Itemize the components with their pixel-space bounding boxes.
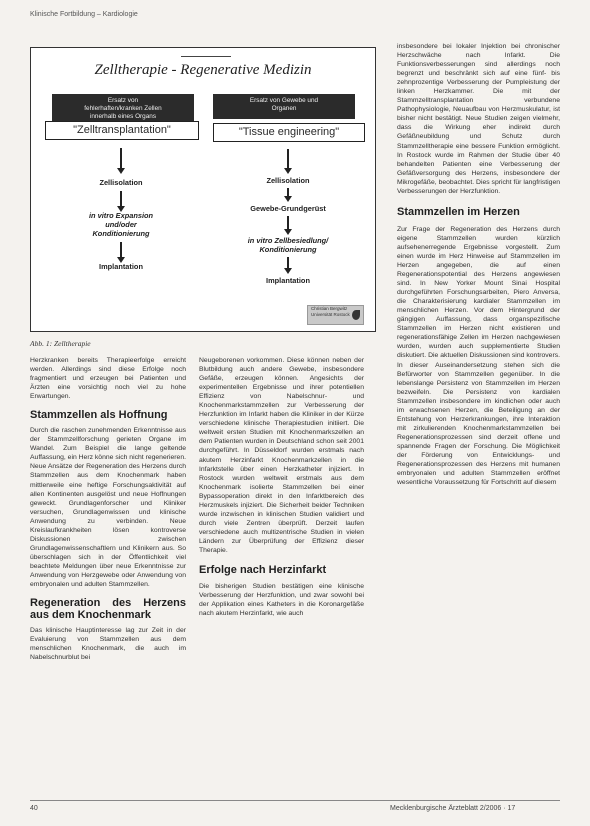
source-badge: [307, 305, 364, 325]
arrow: [120, 148, 122, 169]
paragraph: insbesondere bei lokaler Injektion bei chronischer Herzschwäche nach Infarkt. Die Funktionsverbesserungen sind allerdings noch begrenzt und beschränkt sich auf eine fünf- bis zehnprozentige Verbesserung der Pumpleistung der linken Herzkammer. Die mit der Stammzelltransplantation verbundene Pathophysiologie, Neuaufbau von Herzmuskulatur, ist bisher nicht bestätigt. Neue Studien zeigen vielmehr, dass die Wirkung eher indirekt durch Gefäßneubildung und Schutz durch Stammzelltherapie eine bessere Funktion ermöglicht. In Rostock wurde im Rahmen der Studie über 40 behandelten Patienten eine Verbesserung der Gefäßversorgung des Herzens, insbesondere der Mikrogefäße, beobachtet. Dies spricht für langfristigen Verbesserungen der Herzfunktion.: [397, 43, 560, 195]
paragraph: Die bisherigen Studien bestätigen eine klinische Verbesserung der Herzfunktion, und zwar sowohl bei der Applikation eines Katheters in die Koronargefäße nach akutem Herzinfarkt, wie auch: [199, 583, 364, 618]
paragraph: Neugeborenen vorkommen. Diese können neben der Blutbildung auch andere Gewebe, insbesondere Gefäße, erzeugen können. Angesichts der experimentellen Ergebnisse und ihrer potentiellen Effizienz von Nabelschnur- und Knochenmarkstammzellen zur Verbesserung der Herzfunktion im Infarkt haben die Kliniker in der Kürze verschiedene klinische Therapiestudien initiiert. Die weltweit ersten Studien mit Knochenmarkszellen an dem Patienten wurden in Deutschland schon seit 2001 durchgeführt. In Düsseldorf wurden erstmals nach akutem Herzinfarkt Knochenmarkzellen in die Infarktstelle über einen Herzkatheter injiziert. In Rostock wurden weltweit erstmals aus dem Knochenmark isolierte Stammzellen bei einer Bypassoperation direkt in den Infarktbereich des Herzmuskels injiziert. Die Sicherheit beider Techniken wurde inzwischen in klinischen Studien validiert und durch viele Zentren überprüft. Derzeit laufen verschiedene auch multizentrische Studien in vielen Ländern zur Überprüfung der Effizienz dieser Therapie.: [199, 357, 364, 554]
figure-zelltherapie: [30, 47, 376, 332]
arrow: [287, 257, 289, 269]
heading-regeneration: Regeneration des Herzens aus dem Knochenmark: [30, 597, 186, 622]
left-step-implantation: Implantation: [99, 262, 143, 271]
arrow: [287, 216, 289, 230]
left-step-isolation: Zellisolation: [99, 178, 143, 187]
paragraph: Das klinische Hauptinteresse lag zur Zeit in der Evaluierung von Stammzellen aus dem menschlichen Knochenmark, die auch im Nabelschnurblut bei: [30, 627, 186, 662]
heading-stammzellen-herzen: Stammzellen im Herzen: [397, 205, 520, 218]
left-method-label: "Zelltransplantation": [45, 121, 199, 140]
title-rule: [181, 56, 231, 57]
arrow: [287, 188, 289, 197]
arrow: [287, 149, 289, 169]
left-step-expansion: in vitro Expansion und/oder Konditionierung: [88, 211, 154, 238]
column-2: [199, 356, 364, 796]
column-1: [30, 356, 186, 796]
arrow: [120, 242, 122, 258]
right-step-seeding: in vitro Zellbesiedlung/ Konditionierung: [247, 236, 329, 254]
right-definition-box: Ersatz von Gewebe und Organen: [213, 94, 355, 119]
heading-stammzellen-hoffnung: Stammzellen als Hoffnung: [30, 409, 168, 422]
paragraph: Zur Frage der Regeneration des Herzens durch eigene Stammzellen wurden kürzlich aufsehenerregende Ergebnisse vorgestellt. Zum einen wurde im Herz Hinweise auf Stammzellen im Herzen angegeben, die auf einen Regenerationspotential des Herzens angewiesen sind. In New Yorker Mount Sinai Hospital durchgeführten Forschungsarbeiten, Piero Anversa, die Charakterisierung kardialer Stammzellen im menschlichen Herzen. Vor dem Hintergrund der gängigen Auffassung, dass organspezifische Stammzellen im Herzen nicht existieren und regenerationsfähige Zellen im Herzen nachgewiesen wurden, wurden auch supplementierte Studien diskutiert. Die aktuellen Diskussionen sind kontrovers. In dieser Auseinandersetzung stehen sich die Befürworter von Stammzellen gegenüber. In die lebenslange Persistenz von Stammzellen im Herzen bezweifeln. Die Persistenz von kardialen Stammzellen insbesondere im kindlichen oder auch im erwachsenen Herzen, die Beteiligung an der Entstehung von Herzerkrankungen, ihre Interaktion mit zirkulierenden Knochenmarkstammzellen bei Regenerationsprozessen sind derzeit offene und spannende Fragen der Forschung. Die Möglichkeit der Förderung von Entwicklungs- und Regenerationsprozessen des Herzens mit humanen embryonalen und adulten Stammzellen eröffnet wesentliche Voraussetzung für Fortschritt auf diesem: [397, 225, 560, 487]
arrow: [120, 191, 122, 207]
paragraph: Durch die raschen zunehmenden Erkenntnisse aus der Stammzellforschung gerieten Organe im Wandel. Zum Beispiel die lange geltende Auffassung, ein Herz könne sich nicht regenerieren. Neue Ansätze der Regeneration des Herzens durch Stammzellen aus dem Knochenmark haben mittlerweile eine heftige Forschungsaktivität auf allen Kontinenten ausgelöst und neue Hoffnungen geweckt. Grundlagenforscher und Kliniker versuchen, Grundlagenwissen und klinische Anwendung zu verbinden. Neue Kreislaufkrankheiten lösen kontroverse Diskussionen zwischen Grundlagenwissenschaftlern und Klinikern aus. So überschlagen sich in der Öffentlichkeit viel beachtete Meldungen über neue Erkenntnisse zur Anwendung von Herzgewebe oder Anwendung von embryonalen und adulten Stammzellen.: [30, 427, 186, 589]
right-step-implantation: Implantation: [266, 276, 310, 285]
right-step-scaffold: Gewebe-Grundgerüst: [250, 204, 326, 213]
right-method-label: "Tissue engineering": [213, 123, 365, 142]
figure-title: Zelltherapie - Regenerative Medizin: [94, 62, 312, 78]
paragraph: Herzkranken bereits Therapieerfolge erreicht werden. Allerdings sind diese Erfolge noch fragmentiert und erzeugen bei Patienten und Ärzten eine vorsichtig noch viel zu hohe Erwartungen.: [30, 357, 186, 401]
page-number: 40: [30, 805, 38, 812]
journal-footer: Mecklenburgische Ärzteblatt 2/2006 · 17: [390, 805, 516, 812]
right-step-isolation: Zellisolation: [266, 176, 310, 185]
footer-rule: [30, 800, 560, 801]
heading-erfolge: Erfolge nach Herzinfarkt: [199, 564, 327, 577]
badge-text: Christian Bergwitz Universität Rostock: [311, 306, 350, 317]
figure-caption: Abb. 1: Zelltherapie: [30, 339, 91, 348]
university-logo-icon: [352, 310, 360, 320]
running-head: Klinische Fortbildung – Kardiologie: [30, 11, 138, 18]
column-3: [397, 42, 560, 796]
left-definition-box: Ersatz von fehlerhaften/kranken Zellen innerhalb eines Organs: [52, 94, 194, 122]
